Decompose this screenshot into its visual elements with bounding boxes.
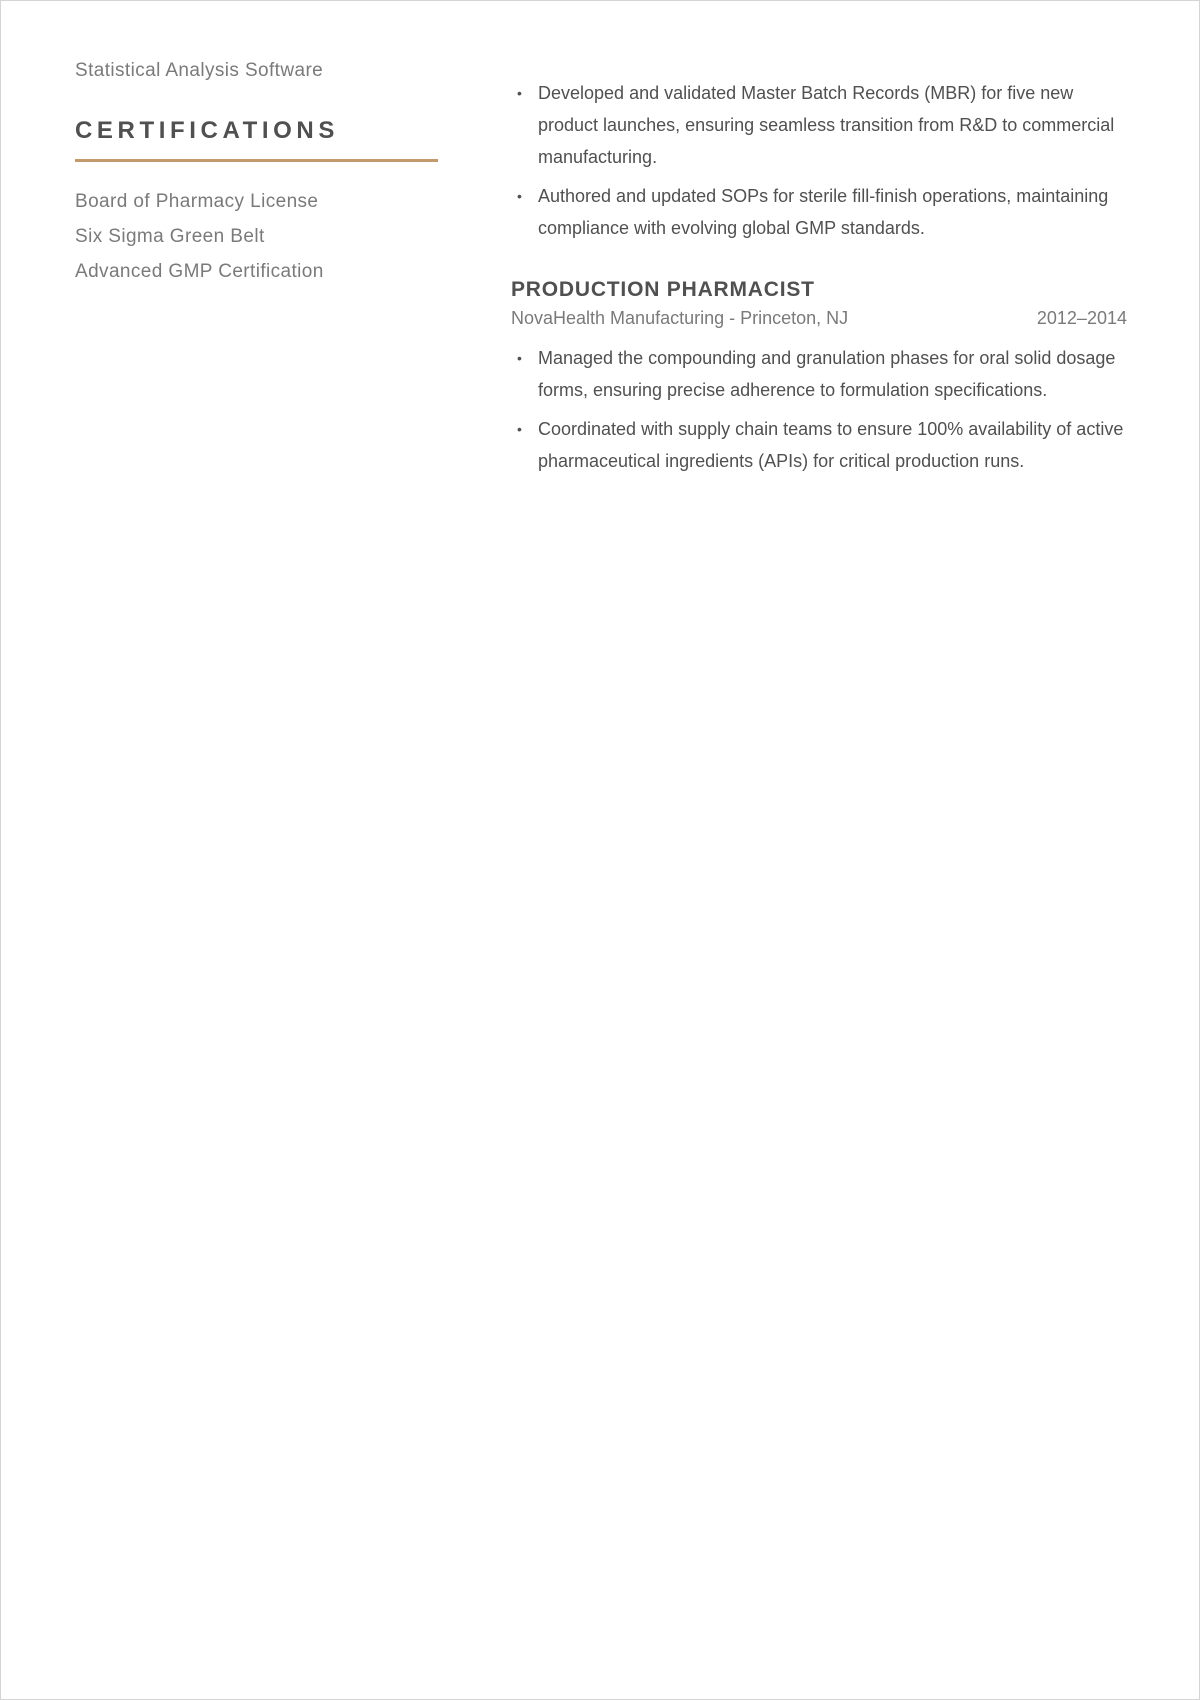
bullet-dot-icon: • [517, 350, 522, 366]
certification-item: Board of Pharmacy License [75, 191, 319, 212]
job-title: PRODUCTION PHARMACIST [511, 278, 815, 301]
bullet-dot-icon: • [517, 85, 522, 101]
job-entry [511, 276, 1127, 477]
experience-bullet [511, 180, 1127, 244]
company-location: NovaHealth Manufacturing - Princeton, NJ [511, 308, 849, 328]
bullet-dot-icon: • [517, 188, 522, 204]
experience-bullet-text: Managed the compounding and granulation phases for oral solid dosage forms, ensuring precise adherence to formulation specifications. [538, 348, 1116, 400]
experience-column [511, 77, 1127, 484]
job-bullets [511, 342, 1127, 477]
experience-bullet-text: Authored and updated SOPs for sterile fill-finish operations, maintaining compliance with evolving global GMP standards. [538, 186, 1109, 238]
certifications-list [75, 184, 438, 289]
experience-bullet [511, 413, 1127, 477]
experience-bullet [511, 342, 1127, 406]
previous-job-bullets [511, 77, 1127, 244]
experience-bullet-text: Developed and validated Master Batch Records (MBR) for five new product launches, ensuring seamless transition from R&D to commercial manufacturing. [538, 83, 1115, 167]
sidebar-column [75, 57, 438, 289]
job-dates: 2012–2014 [1036, 308, 1127, 328]
certification-item: Advanced GMP Certification [75, 261, 324, 282]
experience-bullet-text: Coordinated with supply chain teams to ensure 100% availability of active pharmaceutical ingredients (APIs) for critical production runs. [538, 419, 1124, 471]
bullet-dot-icon: • [517, 421, 522, 437]
certifications-heading: CERTIFICATIONS [75, 117, 339, 144]
experience-bullet [511, 77, 1127, 173]
section-divider [75, 159, 438, 162]
job-meta [511, 304, 1127, 332]
certification-item: Six Sigma Green Belt [75, 226, 265, 247]
skill-item: Statistical Analysis Software [75, 60, 324, 81]
